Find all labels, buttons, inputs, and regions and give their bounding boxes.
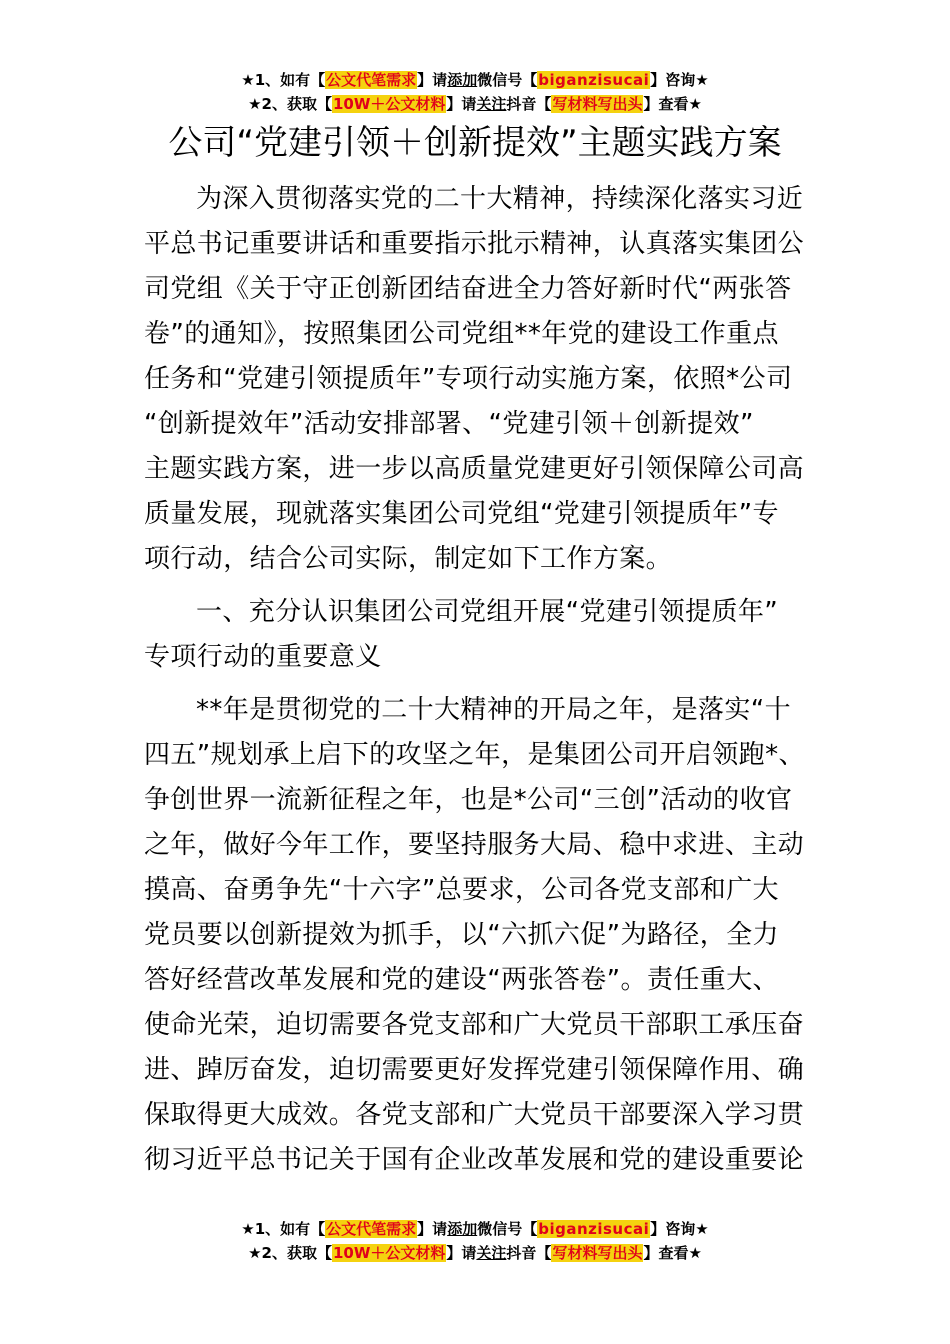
promo-text: 】请 (417, 1220, 448, 1238)
paragraph-line: 党员要以创新提效为抓手，以“六抓六促”为路径，全力 (144, 920, 779, 950)
promo-line-2 (0, 92, 950, 116)
paragraph-line: 进、踔厉奋发，迫切需要更好发挥党建引领保障作用、确 (144, 1055, 805, 1085)
paragraph-line: 之年，做好今年工作，要坚持服务大局、稳中求进、主动 (144, 830, 805, 860)
section-heading-1 (144, 590, 808, 680)
promo-line-1 (0, 1217, 950, 1241)
heading-line: 一、充分认识集团公司党组开展“党建引领提质年” (196, 597, 779, 627)
heading-line: 专项行动的重要意义 (144, 642, 382, 672)
paragraph-line: 主题实践方案，进一步以高质量党建更好引领保障公司高 (144, 454, 805, 484)
promo-text: 】咨询★ (650, 1220, 709, 1238)
paragraph-line: 四五”规划承上启下的攻坚之年，是集团公司开启领跑*、 (144, 740, 805, 770)
document-body (144, 177, 808, 1191)
promo-line-1 (0, 68, 950, 92)
promo-text: 抖音【 (506, 95, 552, 113)
paragraph-line: **年是贯彻党的二十大精神的开局之年，是落实“十 (196, 695, 792, 725)
promo-text: 】咨询★ (650, 71, 709, 89)
paragraph-line: 任务和“党建引领提质年”专项行动实施方案，依照*公司 (144, 364, 793, 394)
paragraph-line: 保取得更大成效。各党支部和广大党员干部要深入学习贯 (144, 1100, 805, 1130)
paragraph-line: 使命光荣，迫切需要各党支部和广大党员干部职工承压奋 (144, 1010, 805, 1040)
promo-text: 微信号【 (477, 1220, 538, 1238)
promo-wechat-id: biganzisucai (538, 71, 650, 89)
promo-text: 】请 (417, 71, 448, 89)
promo-highlight: 10W＋公文材料 (332, 95, 446, 113)
paragraph-line: 为深入贯彻落实党的二十大精神，持续深化落实习近 (196, 184, 804, 214)
promo-banner-top (0, 68, 950, 116)
document-title: 公司“党建引领＋创新提效”主题实践方案 (168, 123, 782, 163)
promo-highlight: 公文代笔需求 (326, 71, 417, 89)
promo-underlined-text: 关注 (476, 1244, 507, 1262)
paragraph-line: 争创世界一流新征程之年，也是*公司“三创”活动的收官 (144, 785, 793, 815)
promo-underlined-text: 添加 (447, 71, 478, 89)
paragraph-line: “创新提效年”活动安排部署、“党建引领＋创新提效” (144, 409, 754, 439)
promo-text: ★2、获取【 (248, 1244, 332, 1262)
promo-highlight: 公文代笔需求 (326, 1220, 417, 1238)
promo-text: 】查看★ (643, 1244, 702, 1262)
paragraph-line: 司党组《关于守正创新团结奋进全力答好新时代“两张答 (144, 274, 792, 304)
promo-underlined-text: 关注 (476, 95, 507, 113)
paragraph-line: 项行动，结合公司实际，制定如下工作方案。 (144, 544, 673, 574)
promo-text: 抖音【 (506, 1244, 552, 1262)
paragraph-line: 摸高、奋勇争先“十六字”总要求，公司各党支部和广大 (144, 875, 779, 905)
promo-douyin-id: 写材料写出头 (552, 1244, 643, 1262)
promo-underlined-text: 添加 (447, 1220, 478, 1238)
paragraph-line: 答好经营改革发展和党的建设“两张答卷”。责任重大、 (144, 965, 779, 995)
promo-text: ★2、获取【 (248, 95, 332, 113)
paragraph-significance (144, 688, 808, 1183)
paragraph-line: 卷”的通知》，按照集团公司党组**年党的建设工作重点 (144, 319, 779, 349)
promo-banner-bottom (0, 1217, 950, 1265)
paragraph-intro (144, 177, 808, 582)
paragraph-line: 彻习近平总书记关于国有企业改革发展和党的建设重要论 (144, 1145, 805, 1175)
promo-text: 微信号【 (477, 71, 538, 89)
promo-highlight: 10W＋公文材料 (332, 1244, 446, 1262)
promo-wechat-id: biganzisucai (538, 1220, 650, 1238)
promo-text: 】请 (446, 95, 477, 113)
promo-text: ★1、如有【 (241, 1220, 326, 1238)
promo-douyin-id: 写材料写出头 (552, 95, 643, 113)
paragraph-line: 质量发展，现就落实集团公司党组“党建引领提质年”专 (144, 499, 779, 529)
promo-text: 】查看★ (643, 95, 702, 113)
promo-text: 】请 (446, 1244, 477, 1262)
paragraph-line: 平总书记重要讲话和重要指示批示精神，认真落实集团公 (144, 229, 805, 259)
promo-line-2 (0, 1241, 950, 1265)
promo-text: ★1、如有【 (241, 71, 326, 89)
